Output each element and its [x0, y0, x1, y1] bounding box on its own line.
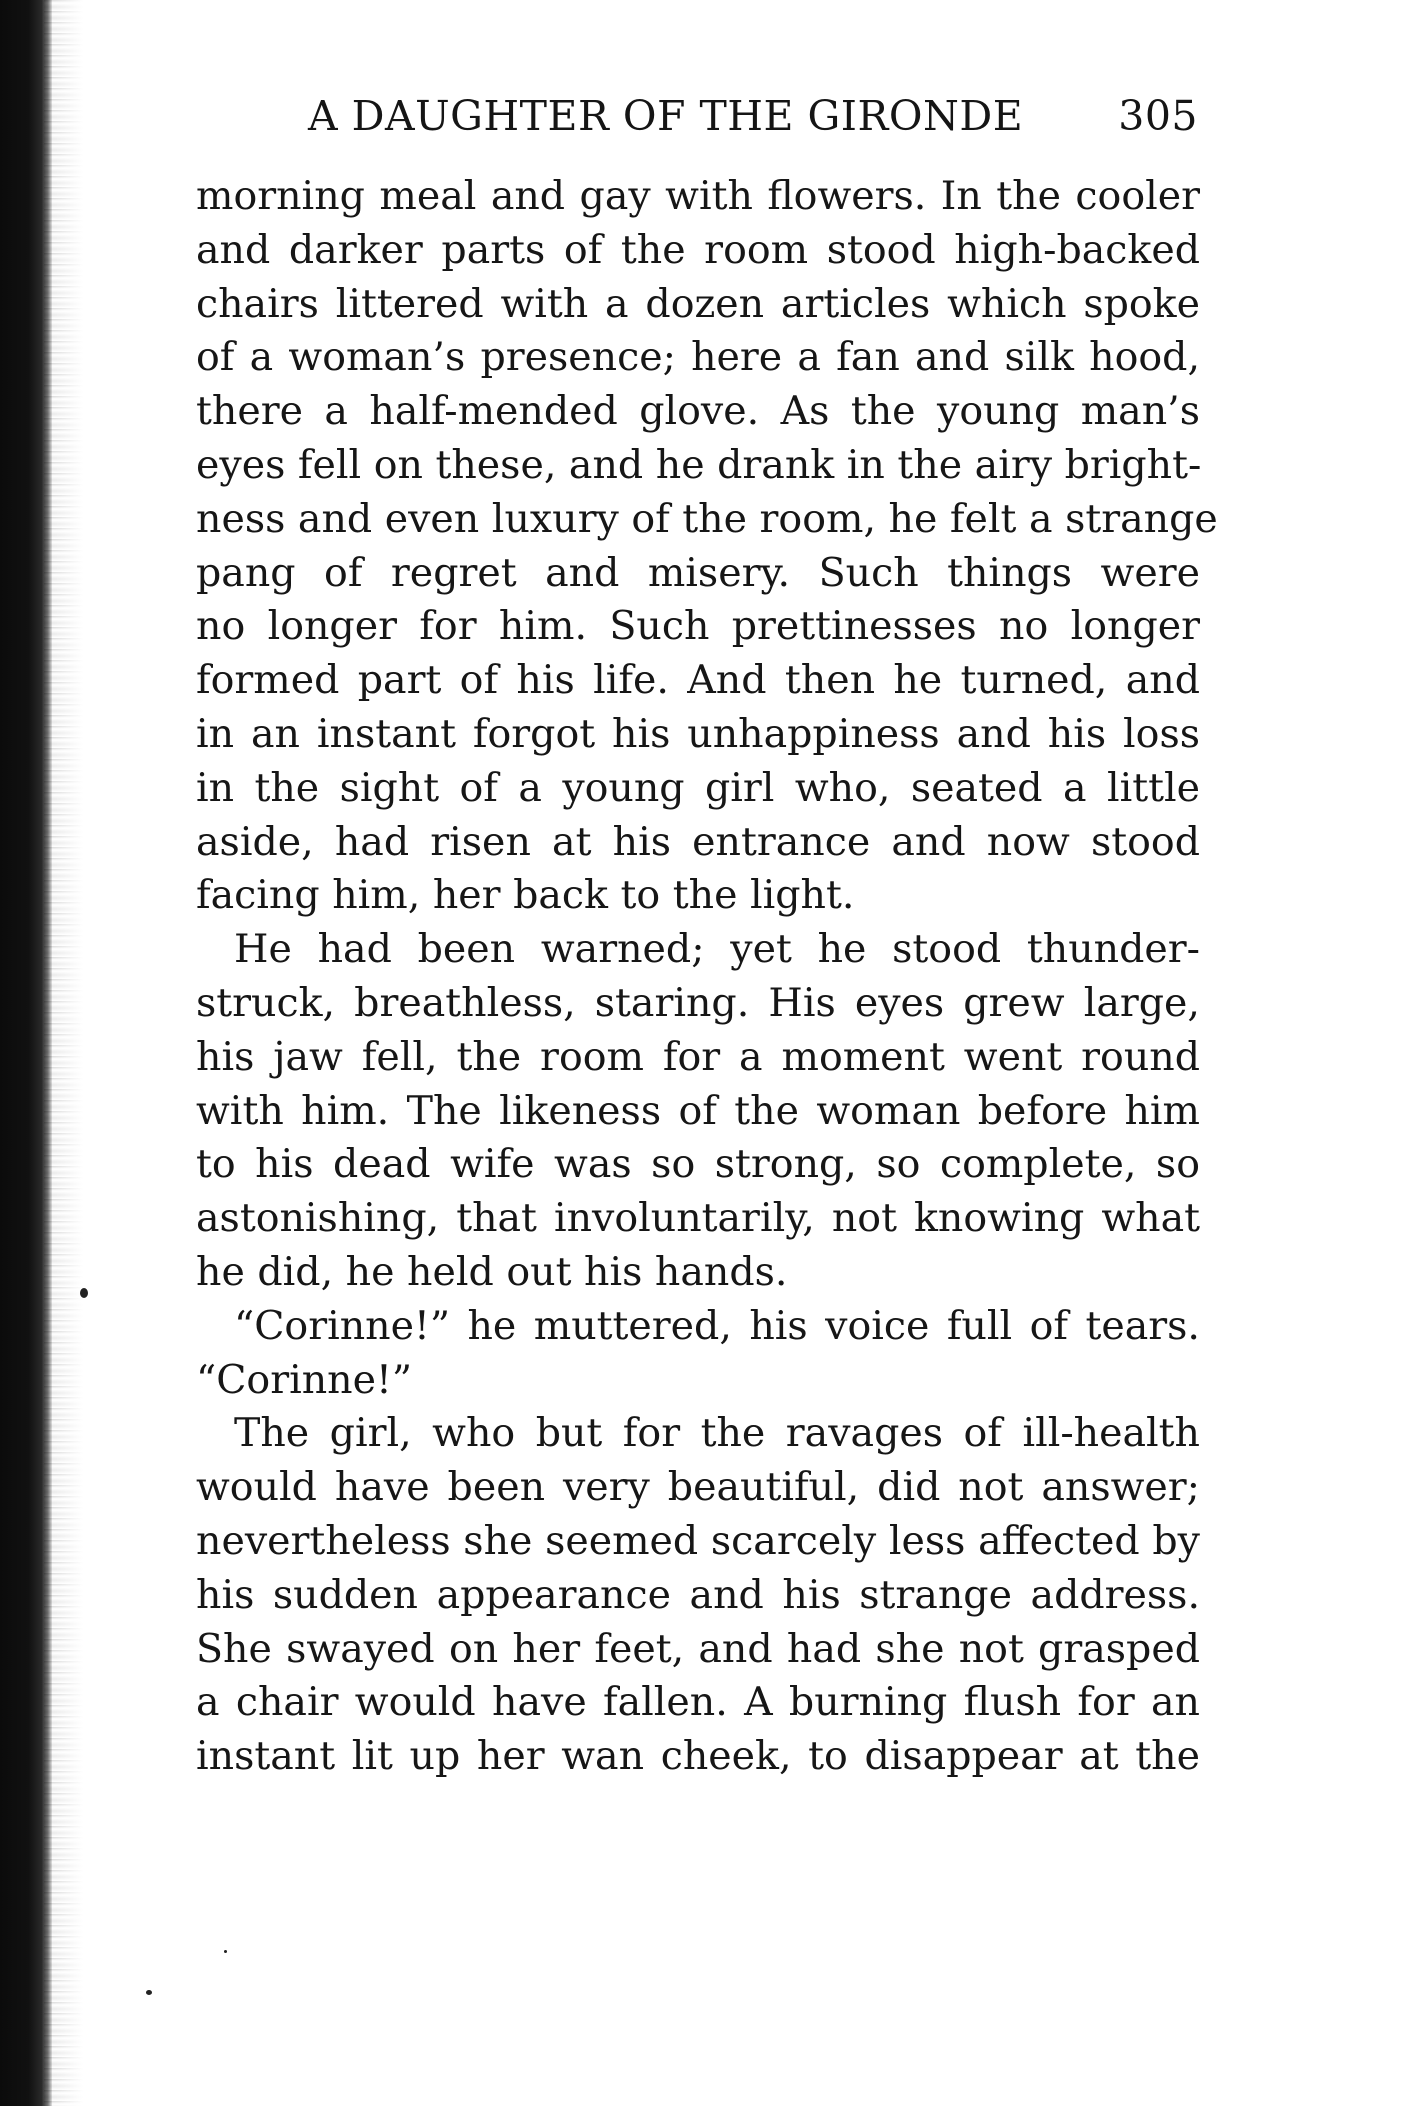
- text-line: in an instant forgot his unhappiness and his loss: [196, 710, 1200, 757]
- text-line: The girl, who but for the ravages of ill-health: [234, 1410, 1200, 1457]
- text-line: to his dead wife was so strong, so complete, so: [196, 1141, 1200, 1188]
- text-line: “Corinne!” he muttered, his voice full of tears.: [234, 1302, 1200, 1349]
- text-line: “Corinne!”: [196, 1356, 413, 1403]
- text-line: nevertheless she seemed scarcely less affected by: [196, 1517, 1200, 1564]
- text-line: there a half-mended glove. As the young man’s: [196, 388, 1200, 435]
- text-line: his sudden appearance and his strange address.: [196, 1571, 1200, 1618]
- page-speck: [146, 1990, 152, 1995]
- text-line: formed part of his life. And then he turned, and: [196, 657, 1200, 704]
- text-line: pang of regret and misery. Such things were: [196, 549, 1200, 596]
- text-line: She swayed on her feet, and had she not grasped: [196, 1625, 1200, 1672]
- text-line: morning meal and gay with flowers. In the cooler: [196, 173, 1200, 219]
- binding-shadow: [44, 0, 84, 2106]
- page-speck: [80, 1288, 88, 1298]
- text-line: eyes fell on these, and he drank in the airy bright-: [196, 441, 1202, 488]
- text-line: in the sight of a young girl who, seated a little: [196, 764, 1200, 811]
- text-line: instant lit up her wan cheek, to disappear at the: [196, 1733, 1200, 1780]
- text-line: struck, breathless, staring. His eyes grew large,: [196, 979, 1200, 1026]
- text-line: astonishing, that involuntarily, not knowing what: [196, 1195, 1200, 1242]
- page-speck: [224, 1950, 227, 1953]
- text-line: facing him, her back to the light.: [196, 872, 855, 919]
- text-line: He had been warned; yet he stood thunder-: [234, 926, 1200, 973]
- text-line: his jaw fell, the room for a moment went round: [196, 1033, 1200, 1080]
- text-line: of a woman’s presence; here a fan and silk hood,: [196, 334, 1200, 381]
- text-line: and darker parts of the room stood high-backed: [196, 226, 1200, 273]
- running-title: A DAUGHTER OF THE GIRONDE: [308, 92, 1024, 140]
- text-line: a chair would have fallen. A burning flush for an: [196, 1679, 1200, 1726]
- text-line: chairs littered with a dozen articles which spoke: [196, 280, 1200, 327]
- text-line: ness and even luxury of the room, he felt a strange: [196, 495, 1218, 542]
- body-text: [196, 170, 1218, 1784]
- text-line: no longer for him. Such prettinesses no longer: [196, 603, 1200, 650]
- running-header: [196, 92, 1198, 154]
- text-line: would have been very beautiful, did not answer;: [196, 1464, 1200, 1511]
- page-number: 305: [1118, 92, 1198, 140]
- text-line: with him. The likeness of the woman before him: [196, 1087, 1200, 1134]
- text-line: aside, had risen at his entrance and now stood: [196, 818, 1200, 865]
- text-line: he did, he held out his hands.: [196, 1248, 788, 1295]
